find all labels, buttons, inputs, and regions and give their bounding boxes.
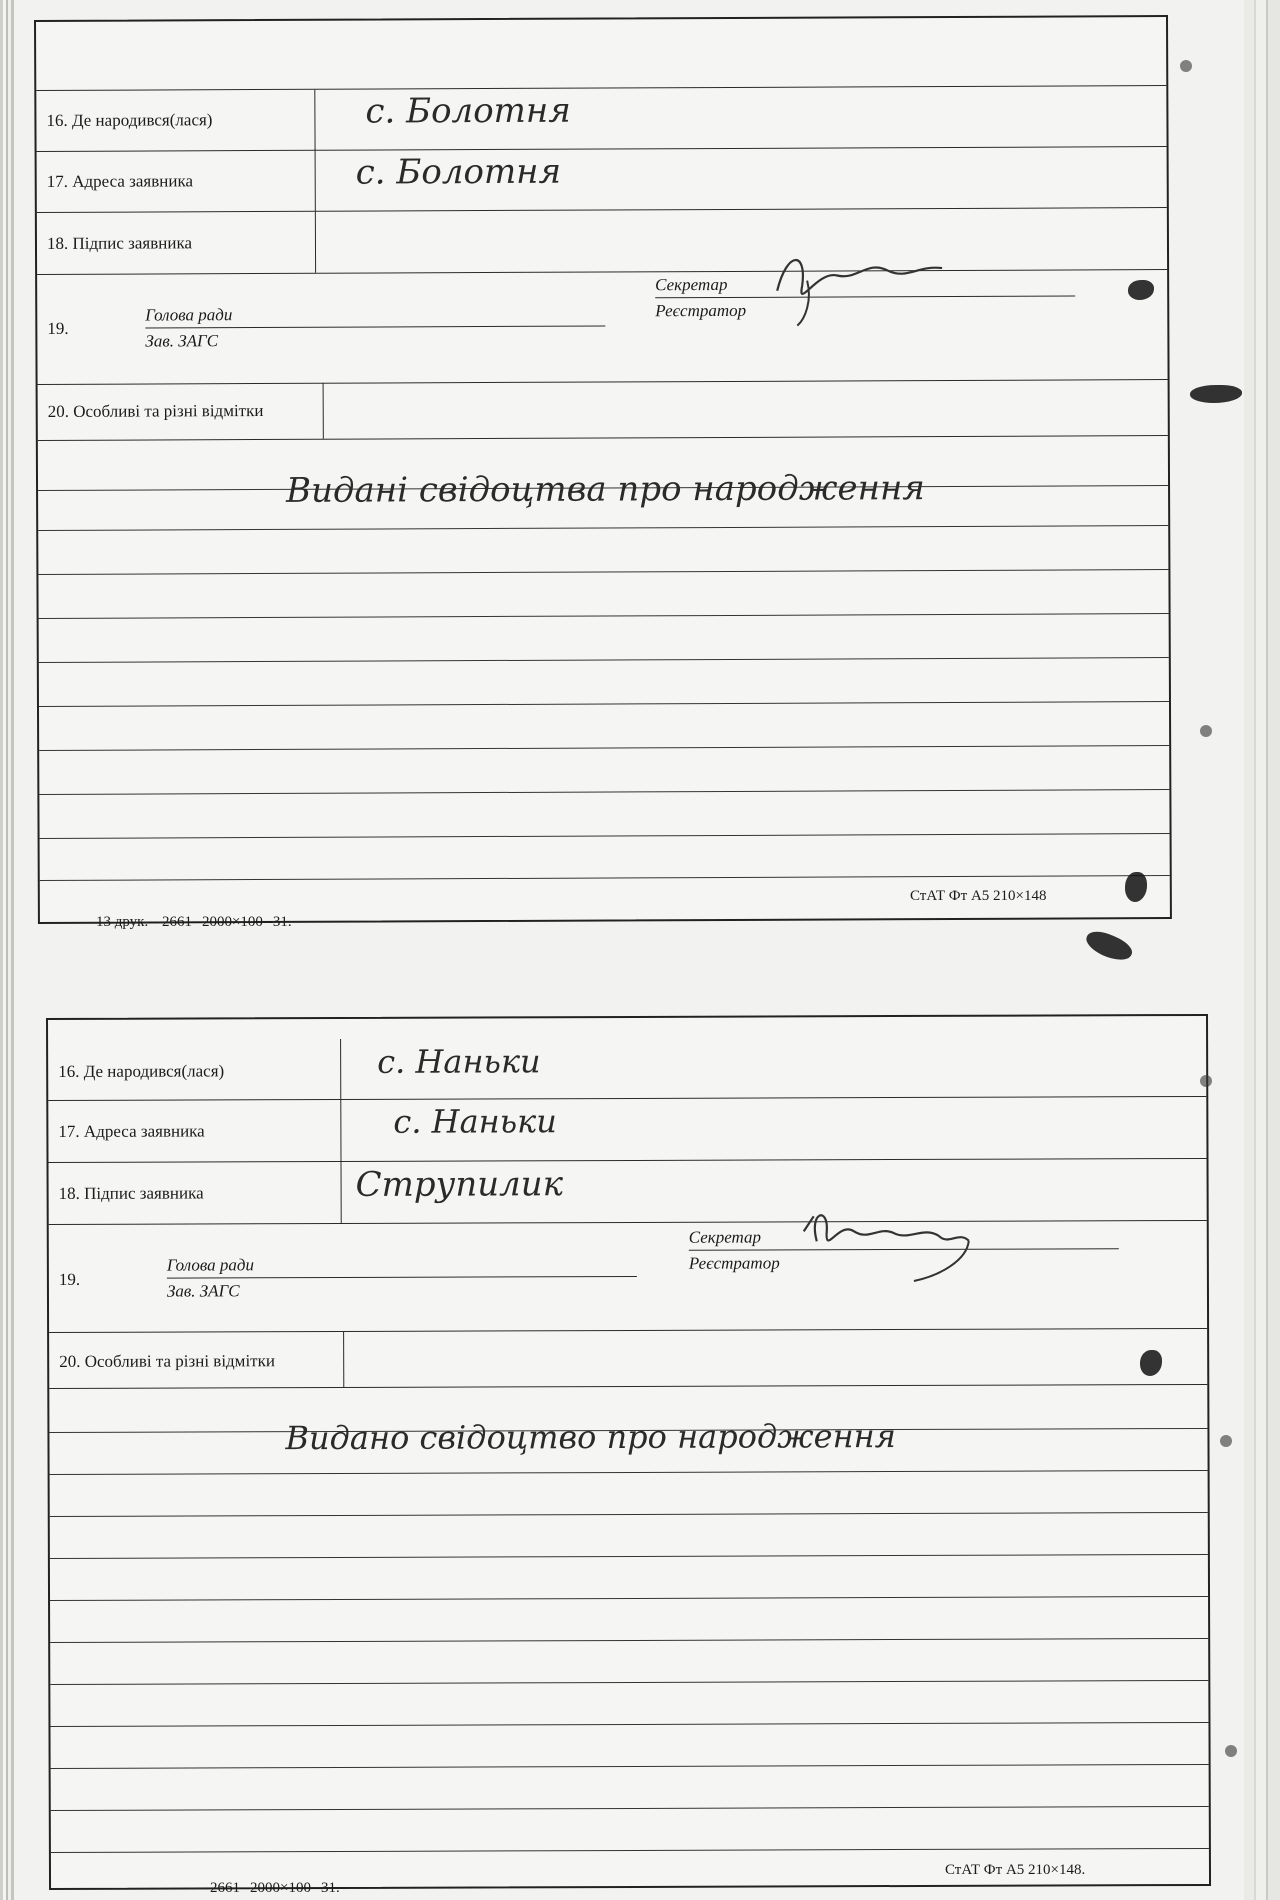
page-speck [1200, 725, 1212, 737]
note-line-8 [50, 1722, 1208, 1727]
field-16-label: 16. Де народився(лася) [58, 1061, 225, 1081]
note-line-4 [50, 1554, 1208, 1559]
head-signature-line [167, 1276, 637, 1279]
secretary-signature [767, 240, 967, 331]
field-20-value-cell [343, 1328, 1207, 1387]
form-code-bottom: СтАТ Фт А5 210×148. [945, 1862, 1086, 1878]
field-20-row [38, 379, 1168, 441]
note-line-10 [40, 875, 1170, 881]
civil-record-form-bottom [46, 1014, 1211, 1890]
field-20-value-cell [323, 379, 1168, 439]
note-line-5 [50, 1596, 1208, 1601]
field-18-value-cell [315, 207, 1167, 273]
note-line-5 [39, 657, 1169, 663]
field-16-value-cell [340, 1036, 1206, 1099]
field-17-value-cell [340, 1096, 1206, 1161]
field-18-value-cell [341, 1158, 1207, 1223]
note-line-8 [39, 789, 1169, 795]
field-16-value-cell [314, 86, 1166, 150]
field-17-row [48, 1096, 1206, 1163]
registrar-label: Реєстратор [655, 300, 747, 321]
field-20-label: 20. Особливі та різні відмітки [47, 401, 264, 421]
note-line-2 [50, 1470, 1208, 1475]
print-info-bottom: 2661--2000×100--31. [210, 1880, 340, 1896]
note-line-7 [39, 745, 1169, 751]
field-16-row [36, 85, 1166, 152]
field-19-row [49, 1220, 1207, 1333]
print-info-top: 13 друк.-- 2661--2000×100--31. [96, 914, 292, 930]
zags-head-label: Зав. ЗАГС [145, 331, 219, 351]
note-line-9 [40, 833, 1170, 839]
head-of-council-label: Голова ради [166, 1255, 255, 1275]
page-speck [1200, 1075, 1212, 1087]
field-17-label: 17. Адреса заявника [58, 1121, 205, 1141]
field-19-number: 19. [47, 318, 69, 338]
special-note: Видано свідоцтво про народження [285, 1417, 896, 1458]
page-stack-right-edge [1244, 0, 1280, 1900]
field-16-value: с. Болотня [365, 90, 571, 132]
binding-hole-mark [1190, 385, 1242, 403]
note-line-11 [51, 1848, 1209, 1853]
note-line-3 [50, 1512, 1208, 1517]
head-signature-line [145, 326, 605, 329]
field-18-row [37, 207, 1167, 275]
field-18-label: 18. Підпис заявника [58, 1183, 204, 1203]
page-stack-left-edge [0, 0, 14, 1900]
field-18-label: 18. Підпис заявника [46, 233, 193, 253]
note-line-7 [50, 1680, 1208, 1685]
civil-record-form-top [34, 15, 1172, 924]
note-line-3 [38, 569, 1168, 575]
field-17-label: 17. Адреса заявника [46, 171, 194, 191]
field-16-value: с. Наньки [377, 1042, 541, 1081]
page-speck [1180, 60, 1192, 72]
secretary-label: Секретар [688, 1227, 762, 1247]
note-line-9 [51, 1764, 1209, 1769]
field-19-number: 19. [58, 1269, 81, 1289]
field-18-row [49, 1158, 1207, 1225]
field-18-value: Струпилик [355, 1164, 564, 1205]
head-of-council-label: Голова ради [145, 305, 233, 325]
field-19-row [37, 269, 1167, 385]
field-16-row [48, 1036, 1206, 1101]
ink-blot [1083, 926, 1136, 966]
field-17-row [37, 145, 1167, 213]
note-line-6 [39, 701, 1169, 707]
field-16-label: 16. Де народився(лася) [46, 110, 213, 130]
note-line-2 [38, 525, 1168, 531]
registrar-label: Реєстратор [688, 1253, 780, 1273]
field-20-row [49, 1328, 1207, 1389]
note-line-4 [39, 613, 1169, 619]
field-17-value-cell [315, 145, 1167, 211]
secretary-signature [799, 1201, 999, 1292]
note-line-10 [51, 1806, 1209, 1811]
page-speck [1220, 1435, 1232, 1447]
form-code-top: СтАТ Фт А5 210×148 [910, 888, 1047, 904]
field-20-label: 20. Особливі та різні відмітки [59, 1351, 275, 1371]
field-17-value: с. Болотня [355, 151, 562, 193]
special-note: Видані свідоцтва про народження [285, 468, 925, 511]
note-line-6 [50, 1638, 1208, 1643]
secretary-label: Секретар [655, 274, 728, 295]
zags-head-label: Зав. ЗАГС [166, 1281, 240, 1301]
page-speck [1225, 1745, 1237, 1757]
field-17-value: с. Наньки [393, 1102, 557, 1141]
